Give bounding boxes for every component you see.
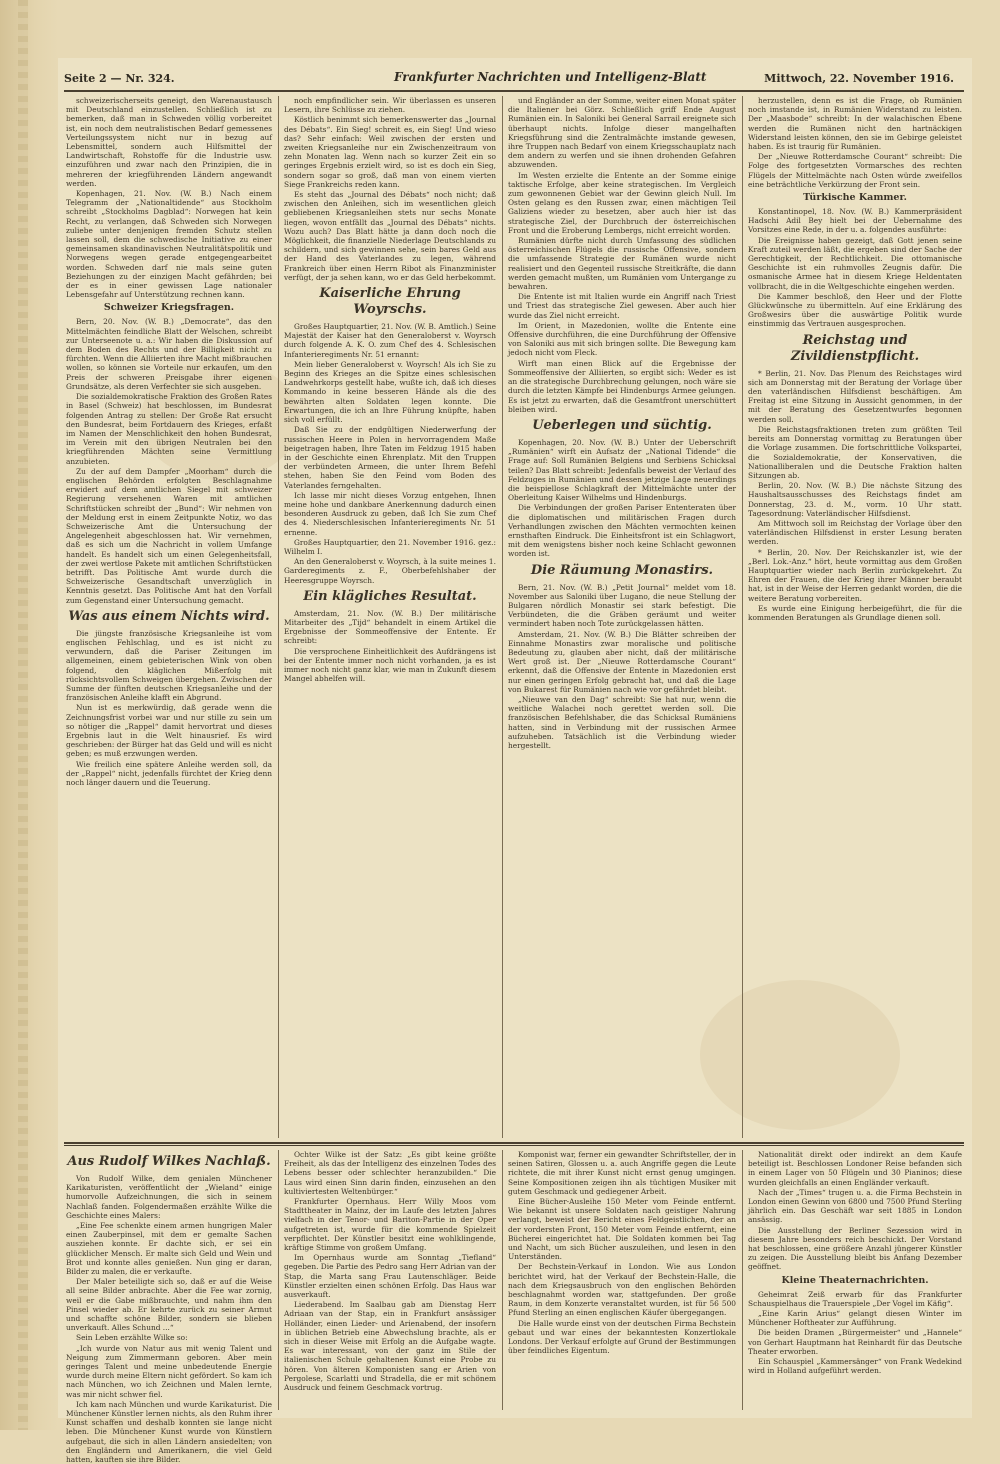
article-paragraph: Die Halle wurde einst von der deutschen Firma Bechstein gebaut und war eines der bekanntesten Konzertlokale Londons. Der Verkauf erfolgte auf Grund der Bestimmungen über feindliches Eigentum. (508, 1318, 736, 1356)
article-paragraph: Im Orient, in Mazedonien, wollte die Entente eine Offensive durchführen, die eine Durchführung der Offensive von Saloniki aus mit sich bringen sollte. Die Bewegung kam jedoch nicht vom Fleck. (508, 320, 736, 358)
column-divider (502, 1150, 503, 1410)
column-divider (742, 96, 743, 1138)
article-paragraph: Nationalität direkt oder indirekt an dem Kaufe beteiligt ist. Beschlossen Londoner Reise befanden sich in einem Lager von 50 Flügeln und 30 Pianinos; diese wurden gleichfalls an einen Engländer verkauft. (748, 1150, 962, 1187)
article-paragraph: Sein Leben erzählte Wilke so: (76, 1333, 188, 1343)
feuilleton-rule (64, 1142, 964, 1144)
article-paragraph: Eine Bücher-Ausleihe 150 Meter vom Feinde entfernt. Wie bekannt ist unsere Soldaten nach geistiger Nahrung verlangt, beweist der Bericht eines Feldgeistlichen, der an der vordersten Front, 150 Meter vom Feinde entfernt, eine Bücherei eingerichtet hat. Die Soldaten kommen bei Tag und Nacht, um sich Bücher auszuleihen, und lesen in den Unterständen. (508, 1197, 736, 1262)
article-paragraph: Wie freilich eine spätere Anleihe werden soll, da der „Rappel“ nicht, jedenfalls fürchtet der Krieg denn noch länger dauern und die Teuerung. (66, 759, 272, 788)
article-paragraph: Die beiden Dramen „Bürgermeister“ und „Hannele“ von Gerhart Hauptmann hat Reinhardt für das Deutsche Theater erworben. (748, 1328, 962, 1356)
article-paragraph: Ich kam nach München und wurde Karikaturist. Die Münchener Künstler lernen nichts, als den Ruhm ihrer Kunst schaffen und deshalb konnten sie lange nicht leben. Die Münchener Kunst wurde von Künstlern aufgebaut, die sich in allen Ländern ansiedelten; von den Engländern und Amerikanern, die viel Geld hatten, kauften sie ihre Bilder. (66, 1399, 272, 1464)
article-paragraph: Die Entente ist mit Italien wurde ein Angriff nach Triest und Triest das strategische Ziel gewesen. Aber auch hier wurde das Ziel nicht erreicht. (508, 292, 736, 320)
feuilleton-column-2 (284, 1150, 496, 1410)
article-paragraph: Amsterdam, 21. Nov. (W. B.) Der militärische Mitarbeiter des „Tijd“ behandelt in einem Artikel die Ergebnisse der Sommeoffensive der Entente. Er schreibt: (284, 608, 496, 646)
article-paragraph: Im Opernhaus wurde am Sonntag „Tiefland“ gegeben. Die Partie des Pedro sang Herr Adrian van der Stap, die Marta sang Frau Lautenschläger. Beide Künstler erzielten einen schönen Erfolg. Das Haus war ausverkauft. (284, 1253, 496, 1300)
binding-edge (18, 0, 28, 1430)
article-paragraph: Die versprochene Einheitlichkeit des Aufdrängens ist bei der Entente immer noch nicht vorhanden, ja es ist immer noch nicht ganz klar, wie man in Zukunft diesem Mangel abhelfen will. (284, 646, 496, 684)
feuilleton-column-1 (66, 1150, 272, 1464)
article-paragraph: schweizerischerseits geneigt, den Warenaustausch mit Deutschland einzustellen. Schließlich ist zu bemerken, daß man in Schweden völlig vorbereitet ist, ein noch dem neutralistischen Bedarf gemessenes Verteilungssystem nicht nur in bezug auf Lebensmittel, sondern auch Hilfsmittel der Landwirtschaft, Rohstoffe für die Industrie usw. einzuführen und zwar nach den Prinzipien, die in mehreren der kriegführenden Ländern angewandt werden. (66, 96, 272, 188)
header-rule (64, 90, 964, 92)
article-paragraph: Von Rudolf Wilke, dem genialen Münchener Karikaturisten, veröffentlicht der „Wieland“ einige humorvolle Aufzeichnungen, die sich in seinem Nachlaß fanden. Folgendermaßen erzählte Wilke die Geschichte eines Malers: (66, 1174, 272, 1220)
article-paragraph: Kopenhagen, 21. Nov. (W. B.) Nach einem Telegramm der „Nationaltidende“ aus Stockholm schreibt „Stockholms Dagblad“: Norwegen hat kein Recht, zu verlangen, daß Schweden sich Norwegen zuliebe unter denjenigen fremden Schutz stellen lassen soll, dem die schwedische Initiative zu einer gemeinsamen skandinavischen Neutralitätspolitik und Norwegens wegen gerade entgegengearbeitet worden. Schweden darf nie mals seine guten Beziehungen zu der einzigen Macht gefährden; bei der es in einer gewissen Lage nationaler Lebensgefahr auf Unterstützung rechnen kann. (66, 189, 272, 300)
article-paragraph: Köstlich benimmt sich bemerkenswerter das „Journal des Débats“. Ein Sieg! schreit es, ein Sieg! Und wieso das? Sehr einfach: Weil zwischen der ersten und zweiten Kriegsanleihe nur ein Zwischenzeitraum von zehn Monaten lag. Wenn nach so kurzer Zeit ein so geringes Ergebnis erzielt wird, so ist es doch ein Sieg, sondern sogar so groß, daß man von einem vierten Siege Frankreichs reden kann. (284, 115, 496, 189)
column-1 (66, 96, 272, 1138)
article-paragraph: Großes Hauptquartier, 21. Nov. (W. B. Amtlich.) Seine Majestät der Kaiser hat den Generaloberst v. Woyrsch durch folgende A. K. O. zum Chef des 4. Schlesischen Infanterieregiments Nr. 51 ernannt: (284, 322, 496, 359)
article-paragraph: Es steht das „Journal des Débats“ noch nicht; daß zwischen den Anleihen, sich im wesentlichen gleich gebliebenen Kriegsanleihen stets nur sechs Monate liegen, wovon entfällt das „Journal des Débats“ nichts. Wozu auch? Das Blatt hätte ja dann doch noch die Möglichkeit, die finanzielle Niederlage Deutschlands zu schildern, und sich gewinnen sehe, sein bares Geld aus der Hand des Vaterlandes zu legen, während Frankreich über einen Herrn Ribot als Finanzminister verfügt, der ja sehen kann, wo er das Geld herbekommt. (284, 190, 496, 282)
article-paragraph: Die Verbindungen der großen Pariser Ententeraten über die diplomatischen und militärischen Fragen durch Verhandlungen zwischen den Mächten vermochten keinen ernsthaften Eindruck. Die Einheitsfront ist ein Schlagwort, mit dem wenigstens bisher noch keine Schlacht gewonnen worden ist. (508, 503, 736, 559)
column-divider (278, 1150, 279, 1410)
feuilleton-rule-thin (64, 1145, 964, 1146)
column-3 (508, 96, 736, 1138)
article-paragraph: Rumänien dürfte nicht durch Umfassung des südlichen österreichischen Flügels die russische Offensive, sondern die umfassende Strategie der Rumänen wurde nicht realisiert und den Gegenteil russische Streitkräfte, die dann werden gemacht mußten, um Rumänien vom Untergange zu bewahren. (508, 236, 736, 292)
article-paragraph: Geheimrat Zeiß erwarb für das Frankfurter Schauspielhaus die Trauerspiele „Der Vogel im Käfig“. (748, 1289, 962, 1308)
article-headline: Ein klägliches Resultat. (303, 588, 477, 604)
article-headline: Türkische Kammer. (803, 192, 907, 204)
article-paragraph: Der Bechstein-Verkauf in London. Wie aus London berichtet wird, hat der Verkauf der Bechstein-Halle, die nach dem Kriegsausbruch von den englischen Behörden beschlagnahmt worden war, stattgefunden. Der große Raum, in dem Konzerte veranstaltet wurden, ist für 56 500 Pfund Sterling an einen englischen Käufer übergegangen. (508, 1262, 736, 1318)
page-header (64, 70, 964, 90)
article-paragraph: Frankfurter Opernhaus. Herr Willy Moos vom Stadttheater in Mainz, der im Laufe des letzten Jahres vielfach in der Tenor- und Bariton-Partie in der Oper aufgetreten ist, wurde für die kommende Spielzeit verpflichtet. Der Künstler besitzt eine wohlklingende, kräftige Stimme von großem Umfang. (284, 1197, 496, 1253)
article-paragraph: Nach der „Times“ trugen u. a. die Firma Bechstein in London einen Gewinn von 6800 und 7500 Pfund Sterling jährlich ein. Das Geschäft war seit 1885 in London ansässig. (748, 1187, 962, 1225)
article-paragraph: Der „Nieuwe Rotterdamsche Courant“ schreibt: Die Folge des fortgesetzten Vormarsches des rechten Flügels der Mittelmächte nach Osten würde zweifellos eine beträchtliche Verkürzung der Front sein. (748, 152, 962, 189)
article-paragraph: Die jüngste französische Kriegsanleihe ist vom englischen Fehlschlag, und es ist nicht zu verwundern, daß die Pariser Zeitungen im allgemeinen, einem gebieterischen Wink von oben folgend, den kläglichen Mißerfolg mit rücksichtsvollem Schweigen übergehen. Zwischen der Summe der fünften deutschen Kriegsanleihe und der französischen Anleihe klafft ein Abgrund. (66, 628, 272, 703)
column-4 (748, 96, 962, 1138)
article-headline: Kaiserliche Ehrung Woyrschs. (319, 286, 461, 318)
article-paragraph: Amsterdam, 21. Nov. (W. B.) Die Blätter schreiben der Einnahme Monastirs zwar moralische und politische Bedeutung zu, glauben aber nicht, daß der militärische Wert groß ist. Der „Nieuwe Rotterdamsche Courant“ erkennt, daß die Offensive der Entente in Mazedonien erst nur einen geringen Erfolg gebracht hat, und daß die Lage von Bukarest für Rumänien nach wie vor gefährdet bleibt. (508, 629, 736, 694)
article-paragraph: Kopenhagen, 20. Nov. (W. B.) Unter der Ueberschrift „Rumänien“ wirft ein Aufsatz der „National Tidende“ die Frage auf: Soll Rumänien Belgiens und Serbiens Schicksal teilen? Das Blatt schreibt: Jedenfalls beweist der Verlauf des Feldzuges in Rumänien und dessen jetzige Lage neuerdings die beispiellose Schlagkraft der Mittelmächte unter der Oberleitung Kaiser Wilhelms und Hindenburgs. (508, 437, 736, 503)
article-headline: Reichstag und Zivildienstpflicht. (790, 332, 920, 364)
article-paragraph: An den Generaloberst v. Woyrsch, à la suite meines 1. Garderegiments z. F., Oberbefehlshaber der Heeresgruppe Woyrsch. (284, 557, 496, 585)
article-paragraph: Die Kammer beschloß, den Heer und der Flotte Glückwünsche zu übermitteln. Auf eine Erklärung des Großwesirs über die auswärtige Politik wurde einstimmig das Vertrauen ausgesprochen. (748, 291, 962, 329)
article-paragraph: und Engländer an der Somme, weiter einen Monat später die Italiener bei Görz. Schließlich griff Ende August Rumänien ein. In Saloniki bei General Sarrail ereignete sich überhaupt nichts. Infolge dieser mangelhaften Kriegsführung sind die Zentralmächte imstande gewesen, ihre Truppen nach Bedarf von einem Kriegsschauplatz nach dem andern zu werfen und sie ihnen drohenden Gefahren abzuwenden. (508, 96, 736, 170)
article-paragraph: Liederabend. Im Saalbau gab am Dienstag Herr Adriaan van der Stap, ein in Frankfurt ansässiger Holländer, einen Lieder- und Arienabend, der insofern in üblichen Betrieb eine Abwechslung brachte, als er sich in dieser Weise mit Erfolg an die Aufgabe wagte. Es war interessant, von der ganz im Stile der italienischen Schule gehaltenen Kunst eine Probe zu hören. Von älteren Komponisten sang er Arien von Pergolese, Scarlatti und Stradella, die er mit schönem Ausdruck und feinem Geschmack vortrug. (284, 1300, 496, 1393)
article-headline: Die Räumung Monastirs. (530, 562, 714, 578)
article-paragraph: herzustellen, denn es ist die Frage, ob Rumänien noch imstande ist, in Rumänien Widerstand zu leisten. Der „Maasbode“ schreibt: In der walachischen Ebene werden die Rumänen nicht den hartnäckigen Widerstand leisten können, den sie im Gebirge geleistet haben. Es ist traurig für Rumänien. (748, 96, 962, 152)
feuilleton-column-4 (748, 1150, 962, 1410)
article-paragraph: Die Ereignisse haben gezeigt, daß Gott jenen seine Kraft zuteil werden läßt, die ergeben sind der Sache der Gerechtigkeit, der Rechtlichkeit. Die ottomanische Geschichte ist ein ruhmvolles Zeugnis dafür. Die osmanische Armee hat in diesem Kriege Heldentaten vollbracht, die in die Weltgeschichte eingehen werden. (748, 235, 962, 291)
article-paragraph: Ich lasse mir nicht dieses Vorzug entgehen, Ihnen meine hohe und dankbare Anerkennung dadurch einen besonderen Ausdruck zu geben, daß Ich Sie zum Chef des 4. Niederschlesischen Infanterieregiments Nr. 51 ernenne. (284, 490, 496, 537)
article-paragraph: Großes Hauptquartier, den 21. November 1916. gez.: Wilhelm I. (284, 537, 496, 556)
column-divider (742, 1150, 743, 1410)
article-paragraph: Bern, 21. Nov. (W. B.) „Petit Journal“ meldet vom 18. November aus Saloniki über Lugano, die neue Stellung der Bulgaren nördlich Monastir sei stark befestigt. Die Verbündeten, die die Gräben geräumt und weiter vermindert haben noch Tote zurückgelassen hätten. (508, 582, 736, 629)
column-2 (284, 96, 496, 1138)
article-paragraph: Zu der auf dem Dampfer „Moorham“ durch die englischen Behörden erfolgten Beschlagnahme erwidert auf dem amtlichen Siegel mit schweizer Regierung versehenen Waren mit amtlichen Schriftstücken schreibt der „Bund“: Wir nehmen von der Meldung erst in einem Zeitpunkte Notiz, wo das Schweizerische Amt die Untersuchung der Angelegenheit abgeschlossen hat. Wir vernehmen, daß es sich um die Nachricht in vollem Umfange handelt. Es handelt sich um einen Gelegenheitsfall, der zwei wertlose Pakete mit amtlichen Schriftstücken betrifft. Das Politische Amt wurde durch die Schweizerische Gesandtschaft unverzüglich in Kenntnis gesetzt. Das Politische Amt hat den Vorfall zum Gegenstand einer Untersuchung gemacht. (66, 466, 272, 605)
feuilleton-column-3 (508, 1150, 736, 1410)
article-paragraph: Die Ausstellung der Berliner Sezession wird in diesem Jahre besonders reich beschickt. Der Vorstand hat beschlossen, eine größere Anzahl jüngerer Künstler zu zeigen. Die Ausstellung bleibt bis Anfang Dezember geöffnet. (748, 1225, 962, 1272)
article-paragraph: Wirft man einen Blick auf die Ergebnisse der Sommeoffensive der Alliierten, so ergibt sich: Weder es ist an die strategische Durchbrechung gelungen, noch wäre sie durch die letzten Kämpfe bei Hindenburgs Armee gelungen. Es ist jetzt zu erwarten, daß die Gesamtfront unerschüttert bleiben wird. (508, 358, 736, 414)
article-paragraph: „Eine Karin Arius“ gelangt diesen Winter im Münchener Hoftheater zur Aufführung. (748, 1309, 962, 1328)
article-paragraph: Ochter Wilke ist der Satz: „Es gibt keine größte Freiheit, als das der Intelligenz des einzelnen Todes des Lebens besser oder schlechter heranzubilden.“ Die Laus wird einen Sinn darin finden, einzusehen an den kultiviertesten Weltenbürger.“ (284, 1150, 496, 1196)
article-paragraph: Ein Schauspiel „Kammersänger“ von Frank Wedekind wird in Holland aufgeführt werden. (748, 1357, 962, 1376)
article-paragraph: „Eine Fee schenkte einem armen hungrigen Maler einen Zauberpinsel, mit dem er gemalte Sachen ausziehen konnte. Er dachte sich, er sei ein glücklicher Mensch. Er malte sich Geld und Wein und Brot und konnte alles genießen. Nun ging er daran, Bilder zu malen, die er verkaufte. (66, 1221, 272, 1277)
article-paragraph: „Ich wurde von Natur aus mit wenig Talent und Neigung zum Zimmermann geboren. Aber mein geringes Talent und meine unbedeutende Energie wurde durch meine Eltern nicht gefördert. So kam ich nach München, wo ich Zeichnen und Malen lernte, was mir nicht schwer fiel. (66, 1343, 272, 1399)
article-paragraph: Bern, 20. Nov. (W. B.) „Democrate“, das den Mittelmächten feindliche Blatt der Welschen, schreibt zur Unterseenote u. a.: Wir haben die Diskussion auf dem Boden des Rechts und der Billigkeit nicht zu fürchten. Wenn die Alliierten ihre Macht mißbrauchen wollen, so können sie Vorteile nur erkaufen, um den Preis der schweren Preisgabe ihrer eigenen Grundsätze, als deren Verfechter sie sich ausgeben. (66, 317, 272, 391)
article-paragraph: Am Mittwoch soll im Reichstag der Vorlage über den vaterländischen Hilfsdienst in erster Lesung beraten werden. (748, 518, 962, 547)
article-headline: Was aus einem Nichts wird. (68, 608, 270, 624)
article-paragraph: Die sozialdemokratische Fraktion des Großen Rates in Basel (Schweiz) hat beschlossen, im Bundesrat folgenden Antrag zu stellen: Der Große Rat ersucht den Bundesrat, beim Fortdauern des Krieges, erfaßt im Namen der Menschlichkeit den hohen Bundesrat, im Verein mit den übrigen Neutralen bei den kriegführenden Mächten seine Vermittlung anzubieten. (66, 392, 272, 466)
article-headline: Ueberlegen und süchtig. (532, 417, 712, 433)
article-paragraph: Es wurde eine Einigung herbeigeführt, die für die kommenden Beratungen als Grundlage dienen soll. (748, 603, 962, 622)
article-paragraph: Der Maler beteiligte sich so, daß er auf die Weise all seine Bilder anbrachte. Aber die Fee war zornig, weil er die Gabe mißbrauchte, und nahm ihm den Pinsel wieder ab. Er kehrte zurück zu seiner Armut und schaffte schöne Bilder, sondern sie blieben unverkauft. Alles Schund ...“ (66, 1277, 272, 1333)
article-headline: Schweizer Kriegsfragen. (103, 302, 235, 314)
article-paragraph: * Berlin, 20. Nov. Der Reichskanzler ist, wie der „Berl. Lok.-Anz.“ hört, heute vormittag aus dem Großen Hauptquartier wieder nach Berlin zurückgekehrt. Zu Ehren der Frauen, die der Krieg ihrer Männer beraubt hat, ist in der Weise der Herren gedankt worden, die die weitere Beratung vorbereiten. (748, 547, 962, 603)
article-paragraph: Daß Sie zu der endgültigen Niederwerfung der russischen Heere in Polen in hervorragendem Maße beigetragen haben, Ihre Taten im Feldzug 1915 haben in der Geschichte einen Ehrenplatz. Mit den Truppen der verbündeten Armeen, die unter Ihrem Befehl stehen, haben Sie den Feind vom Boden des Vaterlandes ferngehalten. (284, 425, 496, 490)
article-paragraph: Mein lieber Generaloberst v. Woyrsch! Als ich Sie zu Beginn des Krieges an die Spitze eines schlesischen Landwehrkorps gestellt habe, wußte ich, daß ich dieses Kommando in keine besseren Hände als die des bewährten alten Soldaten legen konnte. Die Erwartungen, die ich an Ihre Führung knüpfte, haben sich voll erfüllt. (284, 359, 496, 425)
article-paragraph: noch empfindlicher sein. Wir überlassen es unseren Lesern, ihre Schlüsse zu ziehen. (284, 96, 496, 115)
column-divider (278, 96, 279, 1138)
article-paragraph: Komponist war, ferner ein gewandter Schriftsteller, der in seinen Satiren, Glossen u. a. auch Angriffe gegen die Leute richtete, die mit ihrer Kunst nicht ernst genug umgingen. Seine Kompositionen zeigen ihn als tüchtigen Musiker mit gutem Geschmack und gediegener Arbeit. (508, 1150, 736, 1196)
newspaper-title: Frankfurter Nachrichten und Intelligenz-Blatt (394, 70, 707, 84)
article-paragraph: „Nieuwe van den Dag“ schreibt: Sie hat nur, wenn die weitliche Walachei noch gerettet werden soll. Die französischen Befehlshaber, die das Schicksal Rumäniens hatten, sind in Verbindung mit der russischen Armee aufzuheben. Tatsächlich ist die Verbindung wieder hergestellt. (508, 694, 736, 750)
article-headline: Aus Rudolf Wilkes Nachlaß. (67, 1154, 271, 1169)
article-paragraph: * Berlin, 21. Nov. Das Plenum des Reichstages wird sich am Donnerstag mit der Beratung der Vorlage über den vaterländischen Hilfsdienst beschäftigen. Am Freitag ist eine Sitzung in Aussicht genommen, in der mit der Beratung des Gesetzentwurfes begonnen werden soll. (748, 368, 962, 424)
page-fold (0, 0, 58, 1430)
article-paragraph: Nun ist es merkwürdig, daß gerade wenn die Zeichnungsfrist vorbei war und nur stille zu sein um so nötiger die „Rappel“ damit hervortrat und dieses Ergebnis laut in die Welt hinausrief. Es wird geschrieben: der Bürger hat das Geld und will es nicht geben; es muß erzwungen werden. (66, 703, 272, 759)
column-divider (502, 96, 503, 1138)
article-paragraph: Im Westen erzielte die Entente an der Somme einige taktische Erfolge, aber keine strategischen. Im Vergleich zum gewonnenen Gebiet war der Gewinn gleich Null. Im Osten gelang es den Russen zwar, einen mächtigen Teil Galiziens wieder zu besetzen, aber auch hier ist das strategische Ziel, der Durchbruch der österreichischen Front und die Eroberung Lembergs, nicht erreicht worden. (508, 170, 736, 235)
article-paragraph: Konstantinopel, 18. Nov. (W. B.) Kammerpräsident Hadschi Adil Bey hielt bei der Uebernahme des Vorsitzes eine Rede, in der u. a. folgendes ausführte: (748, 207, 962, 235)
article-paragraph: Berlin, 20. Nov. (W. B.) Die nächste Sitzung des Haushaltsausschusses des Reichstags findet am Donnerstag, 23. d. M., vorm. 10 Uhr statt. Tagesordnung: Vaterländischer Hilfsdienst. (748, 481, 962, 518)
issue-date: Mittwoch, 22. November 1916. (764, 72, 954, 85)
article-headline: Kleine Theaternachrichten. (781, 1274, 929, 1286)
page-number: Seite 2 — Nr. 324. (64, 72, 175, 85)
article-paragraph: Die Reichstagsfraktionen treten zum größten Teil bereits am Donnerstag vormittag zu Beratungen über die Vorlage zusammen. Die fortschrittliche Volkspartei, die Sozialdemokratie, der Konservativen, die Nationalliberalen und die Deutsche Fraktion halten Sitzungen ab. (748, 424, 962, 480)
